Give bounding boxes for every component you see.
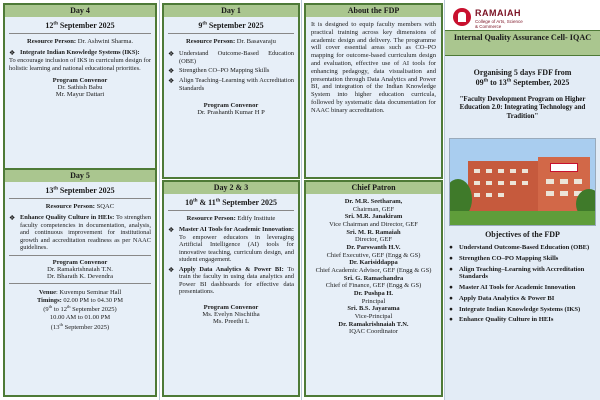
- patron-name: Dr. Ramakrishnaiah T.N.: [338, 320, 409, 328]
- day23-date: 10th & 11th September 2025: [185, 198, 277, 207]
- list-item: ● Strengthen CO–PO Mapping Skills: [449, 254, 559, 262]
- patron-name: Sri. G. Ramachandra: [343, 274, 404, 282]
- day23-topics: [164, 222, 298, 296]
- day4-convenor: Program Convenor Dr. Sathish Babu Mr. Mayur Dattari: [52, 77, 108, 99]
- window: [486, 193, 492, 197]
- patron-name: Sri. M. R. Ramaiah: [346, 228, 401, 236]
- list-item: ● Master AI Tools for Academic Innovation: [449, 284, 576, 292]
- bullet-icon: ●: [449, 316, 453, 324]
- day1-panel: [162, 3, 300, 179]
- lawn: [450, 211, 596, 225]
- list-item: ❖ Strengthen CO–PO Mapping Skills: [168, 67, 270, 76]
- window: [498, 193, 504, 197]
- objectives-heading: Objectives of the FDP: [485, 230, 560, 239]
- day5-topic: ❖ Enhance Quality Culture in HEIs: To strengthen faculty competencies in documentation, analysis, and continuous improvement for institutional growth and accreditation readiness as per NAAC guidelines.: [9, 214, 151, 252]
- bullet-icon: ●: [449, 244, 453, 251]
- day1-convenor: Program Convenor Dr. Prashanth Kumar H P: [197, 102, 265, 117]
- list-item: ❖ Understand Outcome-Based Education (OBE): [168, 50, 294, 65]
- day23-panel: [162, 180, 300, 397]
- fdp-program-title: "Faculty Development Program on Higher Education 2.0: Integrating Technology and Tradition": [459, 96, 586, 120]
- day4-heading: Day 4: [5, 5, 155, 17]
- day4-panel: [3, 3, 157, 179]
- objectives-list: [449, 244, 597, 327]
- day4-date: 12th September 2025: [45, 21, 115, 30]
- patron-role: Chairman, GEF: [352, 205, 395, 213]
- bullet-icon: ❖: [168, 77, 175, 86]
- bullet-icon: ●: [449, 284, 453, 292]
- window: [522, 181, 528, 185]
- column-cover: [445, 0, 600, 400]
- patron-name: Dr. Pushpa H.: [353, 289, 394, 297]
- list-item: ❖ Master AI Tools for Academic Innovation: To empower educators in leveraging Artificial Intelligence (AI) tools for innovative teaching, curriculum design, and student engagement.: [168, 226, 294, 264]
- fdp-dates: Organising 5 days FDF from 09th to 13th September, 2025: [473, 68, 572, 87]
- bullet-icon: ❖: [9, 214, 16, 222]
- building-sign: [550, 163, 578, 172]
- patron-name: Sri. M.R. Janakiram: [344, 213, 403, 221]
- bullet-icon: ❖: [168, 67, 175, 76]
- list-item: ● Understand Outcome-Based Education (OBE): [449, 244, 590, 251]
- list-item: ● Integrate Indian Knowledge Systems (IKS): [449, 305, 581, 313]
- column-days-1-3: [160, 0, 302, 400]
- patron-role: Chief Academic Advisor, GEF (Engg & GS): [315, 266, 432, 274]
- day4-topic-body: To encourage inclusion of IKS in curriculum design for holistic learning and national educational priorities.: [9, 57, 151, 72]
- patron-name: Dr. M.R. Seetharam,: [344, 198, 403, 205]
- brand-tagline: College of Arts, Science & Commerce: [475, 19, 523, 30]
- patron-heading: Chief Patron: [306, 182, 441, 194]
- list-item: ● Apply Data Analytics & Power BI: [449, 294, 555, 302]
- list-item: ● Align Teaching–Learning with Accreditation Standards: [449, 265, 585, 281]
- window: [546, 191, 554, 196]
- day23-convenor: Program Convenor Ms. Evelyn Nischitha Ms. Preethi L: [202, 303, 260, 325]
- patron-role: Principal: [361, 297, 386, 305]
- day23-resource-person: Resource Person: Edify Institute: [186, 215, 276, 222]
- about-heading: About the FDP: [306, 5, 441, 17]
- patron-role: Chief Executive, GEF (Engg & GS): [326, 251, 421, 259]
- window: [546, 179, 554, 184]
- day1-date: 9th September 2025: [198, 21, 264, 30]
- window: [498, 169, 504, 173]
- bullet-icon: ●: [449, 305, 453, 313]
- column-about-patrons: [302, 0, 445, 400]
- day5-date: 13th September 2025: [45, 186, 115, 195]
- patron-name: Dr. Parswanth H.V.: [346, 243, 401, 251]
- day23-heading: Day 2 & 3: [164, 182, 298, 194]
- window: [474, 169, 480, 173]
- list-item: ❖ Align Teaching–Learning with Accreditation Standards: [168, 77, 294, 92]
- day5-convenor: Program Convenor Dr. Ramakrishnaiah T.N. Dr. Bharath K. Devendra: [46, 258, 114, 280]
- list-item: ● Enhance Quality Culture in HEIs: [449, 316, 554, 324]
- window: [574, 179, 582, 184]
- about-panel: [304, 3, 443, 179]
- day4-topic: ❖ Integrate Indian Knowledge Systems (IKS): To encourage inclusion of IKS in curriculum design for holistic learning and national educational priorities.: [9, 49, 151, 72]
- patron-panel: [304, 180, 443, 397]
- patron-role: IQAC Coordinator: [349, 328, 398, 336]
- patron-name: Dr. Karisiddappa: [349, 259, 398, 267]
- bullet-icon: ●: [449, 254, 453, 262]
- window: [474, 193, 480, 197]
- window: [560, 191, 568, 196]
- about-text: It is designed to equip faculty members with practical training across key dimensions of academic design and delivery. The programme will cover essential areas such as CO–PO mapping for outcome-based curriculum design and evaluation, effective use of AI tools for enhancing pedagogy, data visualisation and presentation through Data Analytics and Power BI, and integration of the Indian Knowledge System into higher education curricula, followed by systematic data documentation for NAAC binary accreditation.: [311, 21, 436, 114]
- brand-name: RAMAIAH: [475, 8, 521, 18]
- ramaiah-logo-icon: [453, 8, 471, 26]
- patron-name: Sri. B.S. Jayarama: [347, 305, 400, 313]
- day1-topics: [164, 45, 298, 92]
- window: [560, 179, 568, 184]
- window: [474, 181, 480, 185]
- venue-block: Venue: Kuvempu Seminar Hall Timings: 02.00 PM to 04.30 PM (9th to 12th September 2025) 10.00 AM to 01.00 PM (13th September 2025): [36, 288, 124, 332]
- iqac-title: Internal Quality Assurance Cell- IQAC: [445, 30, 600, 56]
- day1-resource-person: Resource Person: Dr. Basavaraju: [186, 38, 276, 45]
- window: [510, 181, 516, 185]
- patron-role: Chief of Finance, GEF (Engg & GS): [325, 282, 422, 290]
- patron-role: Vice-Principal: [354, 312, 393, 320]
- bullet-icon: ❖: [168, 265, 175, 274]
- day1-heading: Day 1: [164, 5, 298, 17]
- column-days-4-5: [0, 0, 160, 400]
- window: [498, 181, 504, 185]
- bullet-icon: ●: [449, 294, 453, 302]
- window: [486, 181, 492, 185]
- day5-heading: Day 5: [5, 170, 155, 182]
- list-item: ❖ Apply Data Analytics & Power BI: To train the faculty in using data analytics and Power BI dashboards for effective data presentations.: [168, 265, 295, 296]
- day4-resource-person: Resource Person: Dr. Ashwini Sharma.: [26, 38, 134, 45]
- building-block: [468, 161, 548, 217]
- patron-role: Director, GEF: [355, 236, 392, 244]
- bullet-icon: ●: [449, 265, 453, 273]
- patron-list: [306, 194, 441, 336]
- bullet-icon: ❖: [168, 226, 175, 234]
- bullet-icon: ❖: [168, 50, 175, 58]
- window: [486, 169, 492, 173]
- window: [510, 169, 516, 173]
- bullet-icon: ❖: [9, 49, 16, 57]
- window: [522, 169, 528, 173]
- patron-role: Vice Chairman and Director, GEF: [329, 220, 418, 228]
- day5-resource-person: Resource Person: SQAC: [45, 203, 115, 210]
- campus-building-photo: [449, 138, 596, 226]
- day5-panel: [3, 168, 157, 397]
